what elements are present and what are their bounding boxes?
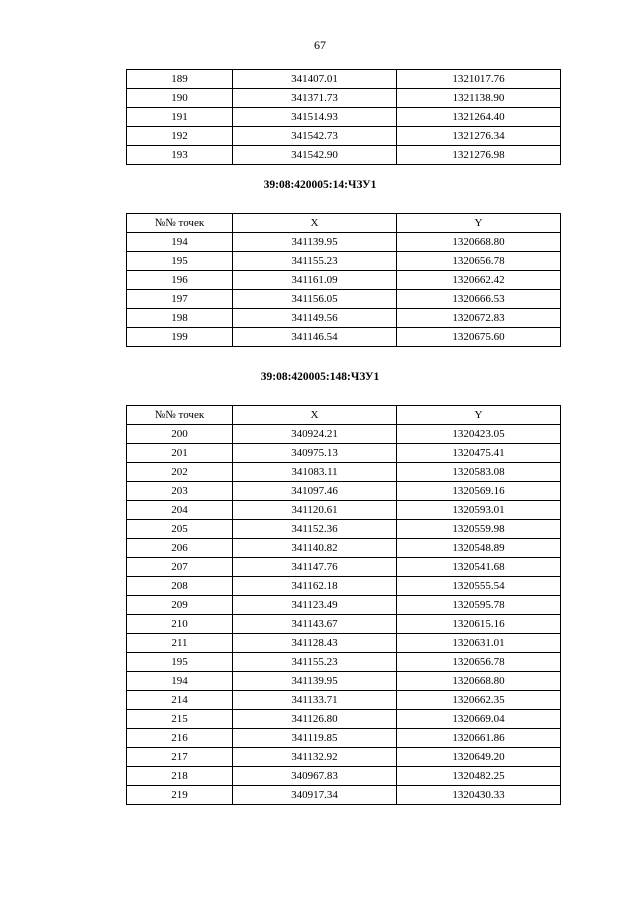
- table-row: [127, 425, 561, 444]
- cell-x: 341123.49: [233, 596, 397, 615]
- cell-point-number: 219: [127, 786, 233, 805]
- cell-point-number: 205: [127, 520, 233, 539]
- table-row: [127, 672, 561, 691]
- cell-point-number: 195: [127, 252, 233, 271]
- table-row: [127, 520, 561, 539]
- cell-point-number: 194: [127, 672, 233, 691]
- cell-y: 1320541.68: [397, 558, 561, 577]
- cell-point-number: 203: [127, 482, 233, 501]
- cell-y: 1320656.78: [397, 653, 561, 672]
- cell-y: 1320430.33: [397, 786, 561, 805]
- cell-x: 341407.01: [233, 70, 397, 89]
- table-row: [127, 691, 561, 710]
- cell-x: 340975.13: [233, 444, 397, 463]
- cell-x: 341156.05: [233, 290, 397, 309]
- coordinates-table-148: [126, 405, 561, 805]
- table-row: [127, 596, 561, 615]
- cell-point-number: 197: [127, 290, 233, 309]
- cell-point-number: 207: [127, 558, 233, 577]
- cell-y: 1320482.25: [397, 767, 561, 786]
- cell-x: 341139.95: [233, 672, 397, 691]
- table-row: [127, 290, 561, 309]
- cell-y: 1320555.54: [397, 577, 561, 596]
- header-x: X: [233, 406, 397, 425]
- cell-x: 341097.46: [233, 482, 397, 501]
- table-row: [127, 127, 561, 146]
- cell-y: 1320662.42: [397, 271, 561, 290]
- cell-x: 341119.85: [233, 729, 397, 748]
- table-row: [127, 501, 561, 520]
- cell-x: 341514.93: [233, 108, 397, 127]
- cell-y: 1320666.53: [397, 290, 561, 309]
- cell-point-number: 204: [127, 501, 233, 520]
- cell-x: 341162.18: [233, 577, 397, 596]
- table-row: [127, 767, 561, 786]
- cell-x: 340917.34: [233, 786, 397, 805]
- header-y: Y: [397, 214, 561, 233]
- cell-x: 341155.23: [233, 252, 397, 271]
- cell-y: 1320475.41: [397, 444, 561, 463]
- header-point-number: №№ точек: [127, 406, 233, 425]
- cell-point-number: 216: [127, 729, 233, 748]
- header-y: Y: [397, 406, 561, 425]
- cell-x: 341542.90: [233, 146, 397, 165]
- cell-point-number: 218: [127, 767, 233, 786]
- cell-point-number: 211: [127, 634, 233, 653]
- cell-y: 1320423.05: [397, 425, 561, 444]
- cell-y: 1320631.01: [397, 634, 561, 653]
- cell-x: 341146.54: [233, 328, 397, 347]
- table-row: [127, 89, 561, 108]
- cell-x: 341152.36: [233, 520, 397, 539]
- cell-x: 341143.67: [233, 615, 397, 634]
- cell-y: 1320593.01: [397, 501, 561, 520]
- cell-point-number: 200: [127, 425, 233, 444]
- table-row: [127, 653, 561, 672]
- cell-x: 341126.80: [233, 710, 397, 729]
- cell-x: 341139.95: [233, 233, 397, 252]
- table-row: [127, 615, 561, 634]
- cell-point-number: 195: [127, 653, 233, 672]
- cell-point-number: 215: [127, 710, 233, 729]
- cell-x: 341371.73: [233, 89, 397, 108]
- table-row: [127, 577, 561, 596]
- cell-x: 341155.23: [233, 653, 397, 672]
- cell-y: 1320595.78: [397, 596, 561, 615]
- cell-point-number: 191: [127, 108, 233, 127]
- cell-point-number: 209: [127, 596, 233, 615]
- table-row: [127, 634, 561, 653]
- cell-point-number: 192: [127, 127, 233, 146]
- header-point-number: №№ точек: [127, 214, 233, 233]
- coordinates-table-continued: [126, 69, 561, 165]
- table-row: [127, 463, 561, 482]
- cell-y: 1320583.08: [397, 463, 561, 482]
- cell-point-number: 210: [127, 615, 233, 634]
- page-number: 67: [314, 38, 326, 52]
- cell-y: 1320559.98: [397, 520, 561, 539]
- table-row: [127, 444, 561, 463]
- table-row: [127, 252, 561, 271]
- cell-x: 341542.73: [233, 127, 397, 146]
- table-row: [127, 108, 561, 127]
- cell-point-number: 208: [127, 577, 233, 596]
- table-row: [127, 309, 561, 328]
- cell-y: 1321276.98: [397, 146, 561, 165]
- cell-y: 1320668.80: [397, 672, 561, 691]
- table-row: [127, 539, 561, 558]
- cell-y: 1320649.20: [397, 748, 561, 767]
- cell-y: 1320675.60: [397, 328, 561, 347]
- cell-y: 1320669.04: [397, 710, 561, 729]
- cell-point-number: 214: [127, 691, 233, 710]
- cell-y: 1320615.16: [397, 615, 561, 634]
- table-row: [127, 558, 561, 577]
- table-header-row: [127, 214, 561, 233]
- section-title-14: 39:08:420005:14:ЧЗУ1: [263, 179, 377, 191]
- cell-point-number: 201: [127, 444, 233, 463]
- cell-x: 340967.83: [233, 767, 397, 786]
- table-row: [127, 146, 561, 165]
- cell-y: 1320661.86: [397, 729, 561, 748]
- cell-y: 1320548.89: [397, 539, 561, 558]
- cell-point-number: 206: [127, 539, 233, 558]
- table-row: [127, 710, 561, 729]
- table-row: [127, 70, 561, 89]
- cell-point-number: 190: [127, 89, 233, 108]
- table-row: [127, 482, 561, 501]
- cell-point-number: 217: [127, 748, 233, 767]
- cell-x: 341140.82: [233, 539, 397, 558]
- table-row: [127, 729, 561, 748]
- cell-x: 341149.56: [233, 309, 397, 328]
- cell-x: 340924.21: [233, 425, 397, 444]
- table-row: [127, 328, 561, 347]
- cell-y: 1320672.83: [397, 309, 561, 328]
- cell-y: 1320569.16: [397, 482, 561, 501]
- cell-y: 1321264.40: [397, 108, 561, 127]
- cell-point-number: 196: [127, 271, 233, 290]
- table-row: [127, 748, 561, 767]
- cell-x: 341083.11: [233, 463, 397, 482]
- cell-x: 341147.76: [233, 558, 397, 577]
- cell-y: 1321276.34: [397, 127, 561, 146]
- coordinates-table-14: [126, 213, 561, 347]
- cell-x: 341132.92: [233, 748, 397, 767]
- table-header-row: [127, 406, 561, 425]
- cell-y: 1320662.35: [397, 691, 561, 710]
- cell-point-number: 199: [127, 328, 233, 347]
- header-x: X: [233, 214, 397, 233]
- cell-y: 1320668.80: [397, 233, 561, 252]
- cell-x: 341161.09: [233, 271, 397, 290]
- cell-point-number: 198: [127, 309, 233, 328]
- cell-x: 341120.61: [233, 501, 397, 520]
- table-row: [127, 271, 561, 290]
- cell-x: 341128.43: [233, 634, 397, 653]
- section-title-148: 39:08:420005:148:ЧЗУ1: [260, 371, 380, 383]
- cell-point-number: 193: [127, 146, 233, 165]
- cell-point-number: 202: [127, 463, 233, 482]
- cell-y: 1320656.78: [397, 252, 561, 271]
- cell-point-number: 194: [127, 233, 233, 252]
- table-row: [127, 786, 561, 805]
- cell-y: 1321138.90: [397, 89, 561, 108]
- cell-x: 341133.71: [233, 691, 397, 710]
- cell-y: 1321017.76: [397, 70, 561, 89]
- cell-point-number: 189: [127, 70, 233, 89]
- table-row: [127, 233, 561, 252]
